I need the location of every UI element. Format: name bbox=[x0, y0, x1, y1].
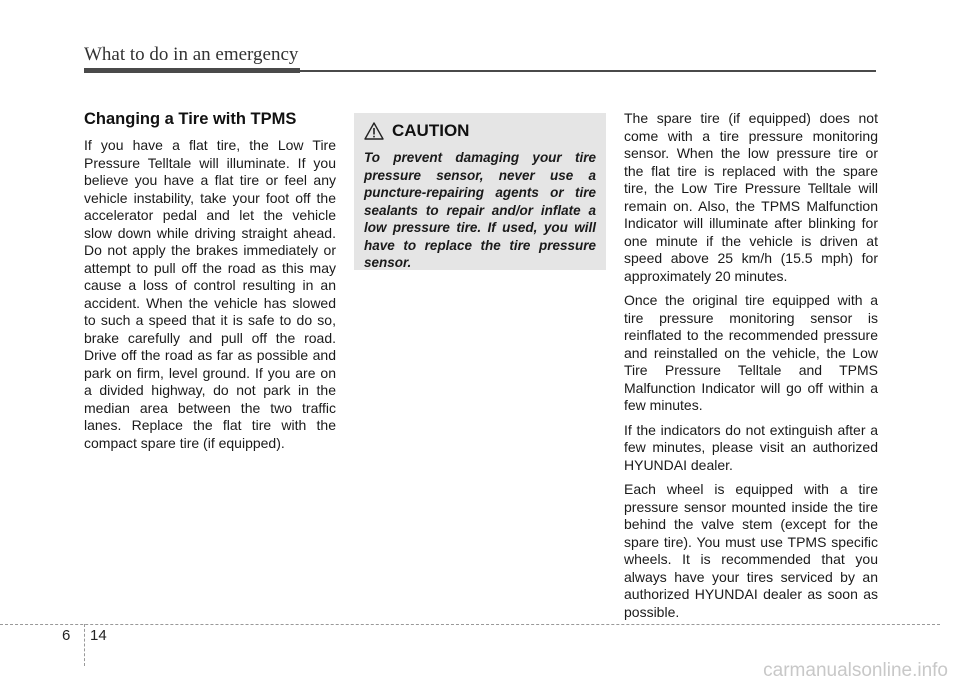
right-paragraph-2: Once the original tire equipped with a tire pressure monitoring sensor is reinflated to the recommended pressure and reinstalled on the vehicle, the Low Tire Pressure Telltale and TPMS Malfunction Indicator will go off within a few minutes. bbox=[624, 292, 878, 413]
right-paragraph-1: The spare tire (if equipped) does not come with a tire pressure monitoring sensor. When the low pressure tire or the flat tire is replaced with the spare tire, the Low Tire Pressure Telltale will remain on. Also, the TPMS Malfunction Indicator will illuminate after blinking for one minute if the vehicle is driven at speed above 25 km/h (15.5 mph) for approximately 20 minutes. bbox=[624, 110, 878, 284]
caution-text: To prevent damaging your tire pressure sensor, never use a puncture-repairing agents or tire sealants to repair and/or inflate a low pressure tire. If used, you will have to replace the tire pressure sensor. bbox=[364, 150, 596, 270]
section-heading: Changing a Tire with TPMS bbox=[84, 110, 297, 128]
caution-box bbox=[354, 113, 606, 270]
warning-triangle-icon bbox=[364, 122, 384, 140]
right-paragraph-3: If the indicators do not extinguish after a few minutes, please visit an authorized HYUNDAI dealer. bbox=[624, 421, 878, 473]
page-header-title: What to do in an emergency bbox=[84, 44, 299, 65]
chapter-number: 6 bbox=[62, 627, 71, 644]
footer-rule bbox=[0, 624, 940, 625]
caution-title: CAUTION bbox=[392, 121, 470, 140]
watermark: carmanualsonline.info bbox=[763, 660, 948, 681]
page-number: 14 bbox=[90, 627, 107, 644]
right-paragraph-4: Each wheel is equipped with a tire pressure sensor mounted inside the tire behind the valve stem (except for the spare tire). You must use TPMS specific wheels. It is recommended that you always have your tires serviced by an authorized HYUNDAI dealer as soon as possible. bbox=[624, 481, 878, 620]
left-paragraph-1: If you have a flat tire, the Low Tire Pressure Telltale will illuminate. If you believe you have a flat tire or feel any vehicle instability, take your foot off the accelerator pedal and let the vehicle slow down while driving straight ahead. Do not apply the brakes immediately or attempt to pull off the road as this may cause a loss of control resulting in an accident. When the vehicle has slowed to such a speed that it is safe to do so, brake carefully and pull off the road. Drive off the road as far as possible and park on firm, level ground. If you are on a divided highway, do not park in the median area between the two traffic lanes. Replace the flat tire with the compact spare tire (if equipped). bbox=[84, 137, 336, 451]
footer-divider bbox=[84, 624, 85, 666]
left-column bbox=[84, 110, 336, 459]
header-rule-thin bbox=[300, 70, 876, 72]
right-column bbox=[624, 110, 878, 628]
header-rule-thick bbox=[84, 68, 300, 73]
caution-header bbox=[364, 121, 596, 141]
